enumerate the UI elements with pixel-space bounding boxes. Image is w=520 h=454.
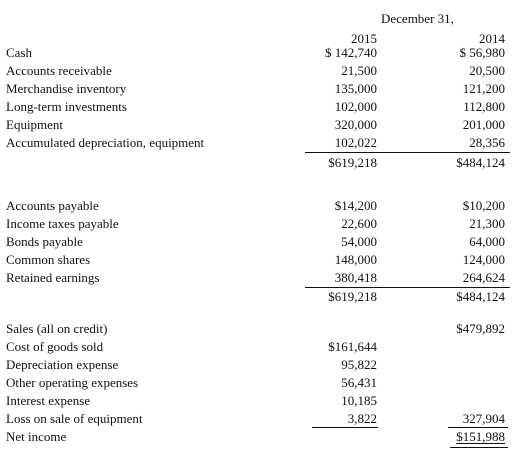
value-2015: 22,600 (341, 216, 377, 231)
value-2015: 102,000 (334, 99, 377, 114)
row-label: Accumulated depreciation, equipment (6, 135, 205, 150)
row-label: Cost of goods sold (6, 339, 104, 354)
value-col1: 56,431 (341, 375, 377, 390)
subtotal-rule (305, 287, 510, 288)
value-col1: 3,822 (347, 411, 377, 426)
row-label: Common shares (6, 252, 91, 267)
column-header-2015: 2015 (351, 31, 377, 46)
value-col2: $479,892 (456, 321, 505, 336)
row-label: Loss on sale of equipment (6, 411, 143, 426)
liabilities-total-2014: $484,124 (456, 289, 505, 304)
value-col1: $161,644 (328, 339, 377, 354)
expense-total-rule (312, 427, 378, 428)
row-label: Equipment (6, 117, 64, 132)
value-2014: $ 56,980 (459, 45, 505, 60)
row-label: Accounts receivable (6, 63, 112, 78)
subtotal-rule (305, 152, 510, 153)
value-2014: 124,000 (462, 252, 505, 267)
net-income-label: Net income (6, 429, 67, 444)
row-label: Bonds payable (6, 234, 83, 249)
value-2014: 112,800 (463, 99, 505, 114)
row-label: Cash (6, 45, 32, 60)
column-header-2014: 2014 (479, 31, 505, 46)
value-2014: 21,300 (469, 216, 505, 231)
expense-total-rule (448, 427, 508, 428)
row-label: Merchandise inventory (6, 81, 127, 96)
date-header: December 31, (381, 11, 454, 26)
value-2015: 102,022 (334, 135, 377, 150)
row-label: Other operating expenses (6, 375, 139, 390)
value-2014: 28,356 (469, 135, 505, 150)
value-2014: 264,624 (462, 270, 505, 285)
assets-total-2015: $619,218 (328, 155, 377, 170)
row-label: Retained earnings (6, 270, 100, 285)
value-2015: $14,200 (334, 198, 377, 213)
value-2014: 20,500 (469, 63, 505, 78)
row-label: Income taxes payable (6, 216, 119, 231)
value-2015: 148,000 (334, 252, 377, 267)
value-2015: 54,000 (341, 234, 377, 249)
value-2015: 135,000 (334, 81, 377, 96)
value-2015: $ 142,740 (325, 45, 377, 60)
value-2014: $10,200 (462, 198, 505, 213)
row-label: Sales (all on credit) (6, 321, 108, 336)
assets-total-2014: $484,124 (456, 155, 505, 170)
liabilities-total-2015: $619,218 (328, 289, 377, 304)
value-2015: 380,418 (334, 270, 377, 285)
value-2015: 21,500 (341, 63, 377, 78)
value-col1: 10,185 (341, 393, 377, 408)
row-label: Long-term investments (6, 99, 127, 114)
row-label: Accounts payable (6, 198, 99, 213)
net-income-value: $151,988 (456, 429, 505, 444)
value-col1: 95,822 (341, 357, 377, 372)
value-2014: 64,000 (469, 234, 505, 249)
value-2014: 201,000 (462, 117, 505, 132)
value-col2: 327,904 (462, 411, 505, 426)
row-label: Depreciation expense (6, 357, 119, 372)
value-2015: 320,000 (334, 117, 377, 132)
net-income-double-rule (450, 447, 508, 448)
value-2014: 121,200 (462, 81, 505, 96)
row-label: Interest expense (6, 393, 91, 408)
